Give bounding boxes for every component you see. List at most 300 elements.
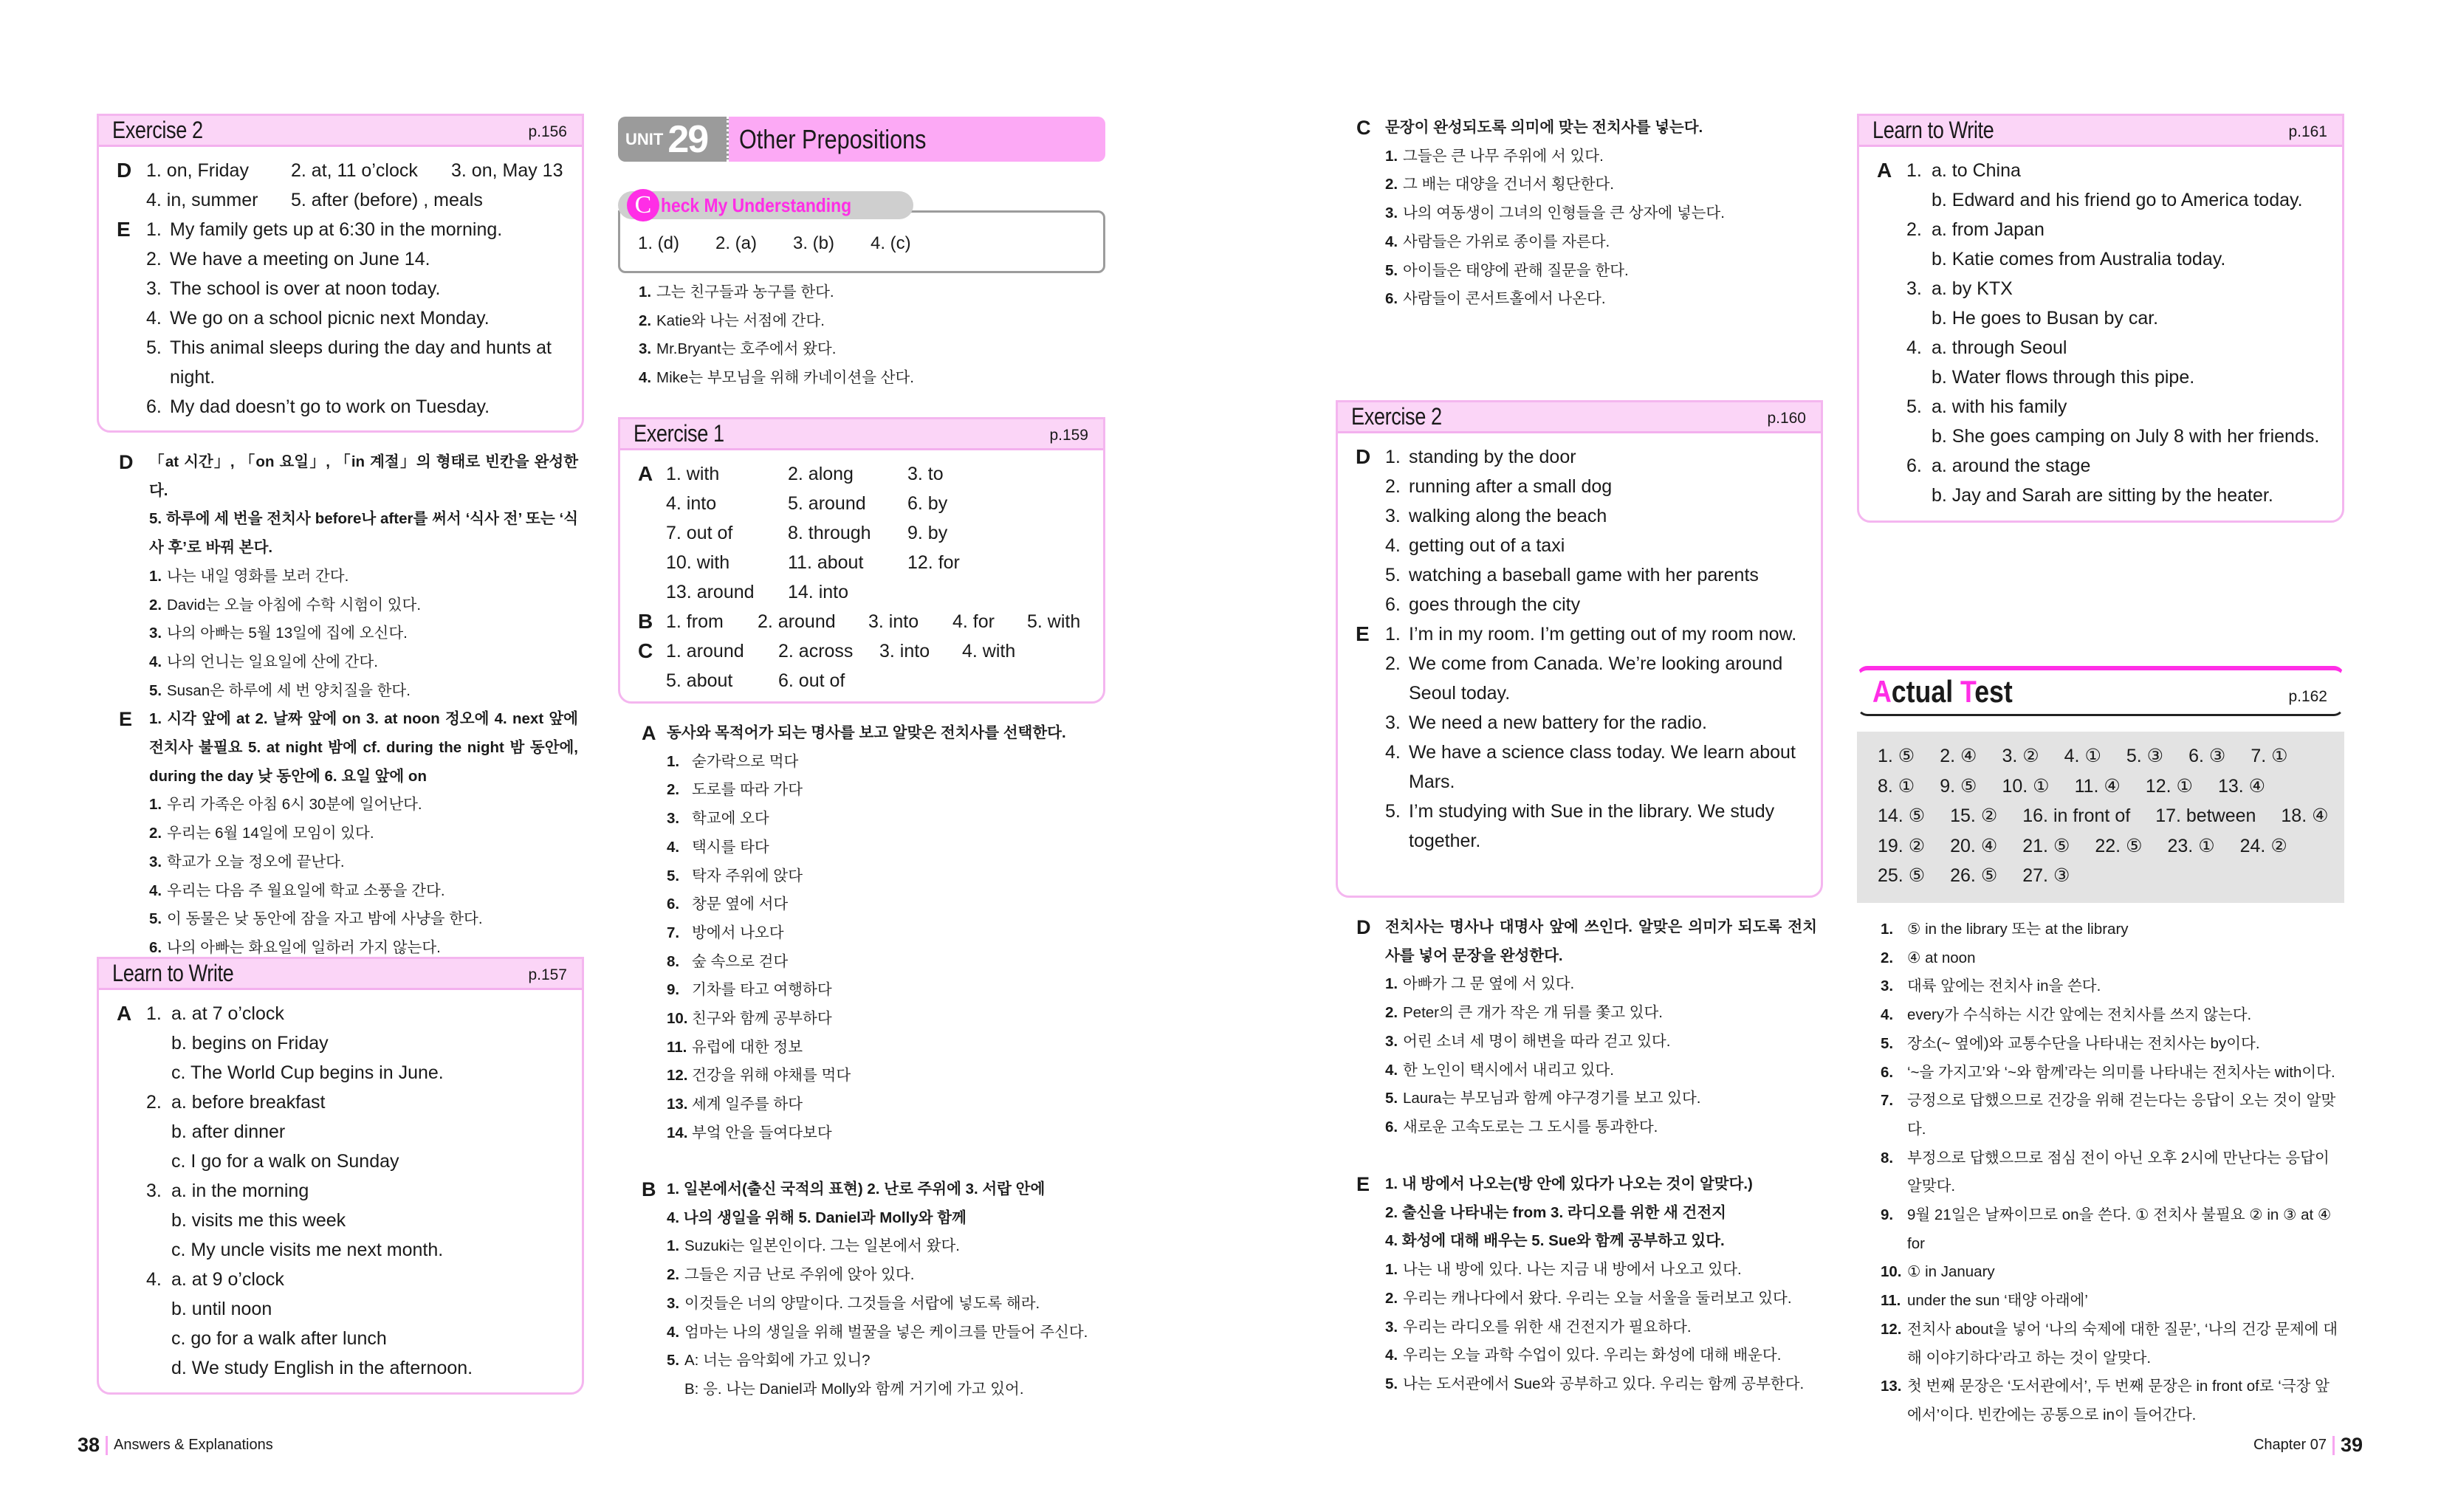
section-label: D [1356,445,1371,468]
answer-row [1906,303,2342,333]
box-header [1338,402,1821,433]
answer-text: b. She goes camping on July 8 with her friends. [1932,426,2320,447]
title-part: ctual [1891,674,1961,709]
answer-row [667,805,1105,834]
answer-text: 우리는 라디오를 위한 새 건전지가 필요하다. [1403,1318,1692,1336]
item-number: 3. [149,625,162,642]
answer-text: a. by KTX [1932,278,2013,299]
item-number: 5. [1385,261,1398,279]
answer-row [1385,999,1817,1028]
item-number: 13. [667,1096,688,1113]
actual-test-header [1857,666,2344,716]
answer-row [146,333,569,392]
answer-text: We need a new battery for the radio. [1409,712,1707,733]
answer-text: 6. ③ [2188,746,2226,766]
answer-text: b. He goes to Busan by car. [1932,308,2159,329]
item-number: 6. [149,938,162,956]
unit-word: UNIT [625,129,664,148]
answer-text: David는 오늘 아침에 수학 시험이 있다. [167,596,422,614]
answer-text: 22. ⑤ [2095,835,2143,856]
item-number: 6. [1881,1063,1894,1081]
answer-row [1385,590,1805,619]
answer-text: 4. (c) [871,233,911,253]
answer-text: 1. with [666,464,720,484]
answer-row [146,1087,582,1117]
answer-text: 나의 아빠는 화요일에 일하러 가지 않는다. [167,938,441,956]
explanation-a [618,719,1105,1148]
explanation-e [97,705,584,962]
answer-row [639,307,1105,336]
answer-row [1906,333,2342,362]
section-b [620,607,1103,636]
item-number: 11. [1881,1292,1901,1310]
check-title-text: heck My Understanding [661,193,852,216]
answer-row [146,1294,582,1324]
item-number: 1. [667,1237,680,1255]
unit-header [618,117,1105,162]
answer-row [1385,1256,1823,1285]
answer-text: 전치사 about을 넣어 ‘나의 숙제에 대한 질문’, ‘나의 건강 문제에 대해 이야기하다’라고 하는 것이 알맞다. [1907,1320,2338,1367]
answer-row [146,1265,582,1294]
answer-text: 6. by [907,493,948,514]
answer-text: 19. ② [1878,835,1926,856]
item-number: 6. [146,396,162,417]
check-answers [620,213,1103,258]
box-title: Exercise 1 [634,420,724,447]
answer-text: 21. ⑤ [2022,835,2070,856]
answer-row [1385,257,1823,286]
answer-text: 나는 내 방에 있다. 나는 지금 내 방에서 나오고 있다. [1403,1261,1742,1279]
answer-text: 그 배는 대양을 건너서 횡단한다. [1403,176,1614,193]
answer-text: 3. (b) [793,233,835,253]
item-number: 3. [667,1294,680,1312]
footer-right [2253,1434,2363,1457]
item-number: 1. [149,796,162,814]
section-label: A [1877,159,1892,182]
box-title: Learn to Write [112,960,234,986]
answer-text: 9월 21일은 날짜이므로 on을 쓴다. ① 전치사 불필요 ② in ③ at ④ for [1907,1206,2332,1252]
answer-text: 기차를 타고 여행하다 [692,981,832,999]
page-ref: p.162 [2288,688,2327,705]
section-a [620,459,1103,607]
answer-grid [1878,741,2344,891]
section-label: A [117,1002,132,1025]
item-number: 5. [149,910,162,928]
answer-text: 4. with [962,641,1016,662]
answer-row [1385,619,1805,649]
answer-row [1906,362,2342,392]
box-title: Learn to Write [1872,117,1994,143]
item-number: 1. [1385,447,1401,467]
answer-text: 1. ⑤ [1878,746,1915,766]
actual-test-answers [1857,732,2344,903]
answer-row [1906,185,2342,215]
page-ref: p.157 [528,966,567,983]
answer-text: watching a baseball game with her parents [1409,565,1759,585]
page-ref: p.160 [1767,410,1806,427]
item-number: 3. [1881,977,1894,995]
answer-text: 20. ④ [1950,835,1998,856]
answer-text: ① in January [1907,1263,1995,1281]
section-instruction: 문장이 완성되도록 의미에 맞는 전치사를 넣는다. [1385,119,1703,136]
exercise2-box [1336,400,1823,898]
answer-text: 1. from [666,611,724,632]
answer-text: 우리는 캐나다에서 왔다. 우리는 오늘 서울을 둘러보고 있다. [1403,1289,1792,1307]
answer-text: 그들은 지금 난로 주위에 앉아 있다. [684,1266,915,1284]
answer-row [667,834,1105,862]
item-number: 2. [1881,949,1894,966]
answer-text: 18. ④ [2281,805,2329,826]
answer-row [1906,215,2342,244]
answer-row [149,619,578,648]
item-number: 1. [149,567,162,585]
actual-test-explanations [1857,915,2344,1430]
answer-text: 5. with [1027,611,1081,632]
answer-row [1881,1316,2340,1372]
section-instruction: 1. 시각 앞에 at 2. 날짜 앞에 on 3. at noon 정오에 4. next 앞에 전치사 불필요 5. at night 밤에 cf. during the night 밤 동안에, during the day 낮 동안에 6. 요일 앞에 on [149,710,578,785]
answer-text: 5. ③ [2126,746,2164,766]
answer-row [666,636,1103,666]
answer-text: 새로운 고속도로는 그 도시를 통과한다. [1403,1118,1658,1135]
section-instruction: 5. 하루에 세 번을 전치사 before나 after를 써서 ‘식사 전’ 또는 ‘식사 후’로 바꿔 본다. [149,510,578,557]
check-explanation [618,278,1105,393]
item-number: 9. [1881,1206,1894,1224]
item-number: 3. [667,810,680,828]
item-number: 5. [146,337,162,358]
answer-text: c. go for a walk after lunch [171,1328,387,1349]
answer-text: Peter의 큰 개가 작은 개 뒤를 쫓고 있다. [1403,1004,1664,1022]
answer-text: 14. ⑤ [1878,805,1926,826]
answer-row [1385,501,1805,531]
section-label: C [638,639,653,662]
item-number: 2. [149,596,162,614]
answer-text: 도로를 따라 가다 [692,781,803,799]
answer-row [667,1347,1105,1375]
answer-row [149,648,578,677]
divider [2332,1436,2335,1455]
answer-row [1906,392,2342,422]
item-number: 1. [1385,1261,1398,1279]
answer-row [1385,1285,1823,1313]
answer-text: 3. into [879,641,930,662]
answer-row [1906,244,2342,274]
answer-text: 2. around [758,611,836,632]
page-ref: p.161 [2288,123,2327,140]
answer-text: 숲 속으로 걷다 [692,952,789,970]
answer-text: walking along the beach [1409,506,1607,526]
answer-row [146,1235,582,1265]
answer-row [666,489,1103,518]
answer-row [667,1034,1105,1062]
explanation-d [1336,913,1823,1142]
answer-row [1385,1056,1817,1085]
answer-row [1385,797,1805,856]
answer-row [1878,831,2344,862]
answer-row [146,1058,582,1087]
answer-text: c. I go for a walk on Sunday [171,1151,399,1172]
answer-row [1385,708,1805,738]
section-instruction: 동사와 목적어가 되는 명사를 보고 알맞은 전치사를 선택한다. [667,724,1066,741]
answer-text: a. through Seoul [1932,337,2067,358]
item-number: 3. [1385,205,1398,222]
answer-text: a. before breakfast [171,1092,326,1113]
answer-text: 세계 일주를 하다 [692,1096,803,1113]
item-number: 8. [1881,1149,1894,1166]
answer-row [1385,142,1823,171]
item-number: 6. [1385,594,1401,615]
item-number: 3. [146,1181,162,1201]
section-instruction: 「at 시간」, 「on 요일」, 「in 계절」의 형태로 빈칸을 완성한다. [149,453,578,499]
answer-text: 13. around [666,582,755,602]
answer-row [1881,944,2340,973]
answer-text: 긍정으로 답했으므로 건강을 위해 걷는다는 응답이 오는 것이 알맞다. [1907,1092,2336,1138]
answer-row [149,791,578,819]
answer-row [1385,1370,1823,1399]
answer-row [1385,1028,1817,1056]
answer-row [667,1005,1105,1034]
item-number: 4. [1385,742,1401,763]
answer-row [146,215,569,244]
answer-text: Mike는 부모님을 위해 카네이션을 산다. [656,369,915,387]
answer-text: 그는 친구들과 농구를 한다. [656,284,834,300]
answer-text: 2. (a) [715,233,758,253]
section-a [99,999,582,1383]
answer-row [1385,472,1805,501]
box-title: Exercise 2 [1351,403,1442,430]
item-number: 5. [1385,801,1401,822]
answer-text: My family gets up at 6:30 in the morning. [170,219,503,240]
footer-label: Answers & Explanations [114,1437,273,1453]
answer-text: 23. ① [2167,835,2215,856]
item-number: 5. [667,867,680,884]
item-number: 2. [667,1266,680,1284]
item-number: 3. [1385,506,1401,526]
item-number: 13. [1881,1378,1902,1395]
answer-text: 아빠가 그 문 옆에 서 있다. [1403,975,1575,993]
answer-row [667,776,1105,805]
section-label: A [638,462,653,485]
answer-row [146,1353,582,1383]
answer-row [149,819,578,848]
title-part: est [1974,674,2013,709]
page-number: 38 [78,1434,100,1456]
answer-row [1881,1030,2340,1059]
item-number: 1. [1385,147,1398,165]
answer-text: This animal sleeps during the day and hunts at night. [170,337,552,388]
answer-text: 12. ① [2145,775,2193,797]
answer-row [1385,531,1805,560]
answer-row [146,244,569,274]
answer-row [146,1028,582,1058]
answer-row [667,1319,1105,1347]
answer-text: 1. on, Friday [146,160,249,181]
answer-text: 그들은 큰 나무 주위에 서 있다. [1403,147,1604,165]
answer-text: 5. around [788,493,866,514]
answer-text: 우리는 오늘 과학 수업이 있다. 우리는 화성에 대해 배운다. [1403,1347,1782,1364]
title-letter: T [1960,674,1975,709]
answer-row [146,185,582,215]
item-number: 5. [149,681,162,699]
divider [106,1436,108,1455]
answer-text: Susan은 하루에 세 번 양치질을 한다. [167,681,411,699]
answer-text: Suzuki는 일본인이다. 그는 일본에서 왔다. [684,1237,960,1255]
item-number: 4. [1881,1006,1894,1024]
answer-text: 3. ② [2002,746,2039,766]
answer-text: 학교가 오늘 정오에 끝난다. [167,853,345,870]
answer-text: 3. into [868,611,919,632]
item-number: 5. [1881,1034,1894,1052]
answer-row [666,607,1103,636]
item-number: 2. [146,1092,162,1113]
answer-text: 엄마는 나의 생일을 위해 벌꿀을 넣은 케이크를 만들어 주신다. [684,1323,1088,1341]
answer-text: 방에서 나오다 [692,924,784,941]
section-instruction: 1. 내 방에서 나오는(방 안에 있다가 나오는 것이 알맞다.) [1385,1175,1753,1192]
page-ref: p.159 [1049,427,1088,444]
answer-row [1385,228,1823,257]
item-number: 14. [667,1124,688,1141]
answer-row [1385,1341,1823,1370]
item-number: 4. [149,882,162,899]
item-number: 2. [146,249,162,269]
c-badge-icon: C [627,189,659,221]
answer-row [638,229,1103,258]
item-number: 2. [1385,1289,1398,1307]
answer-text: Mr.Bryant는 호주에서 왔다. [656,340,837,358]
answer-text: 우리는 6월 14일에 모임이 있다. [167,825,374,842]
answer-row [1878,801,2344,831]
answer-text: 4. ① [2064,746,2101,766]
answer-text: 2. across [778,641,854,662]
section-instruction: 4. 나의 생일을 위해 5. Daniel과 Molly와 함께 [667,1209,967,1226]
answer-row [1881,1287,2340,1316]
answer-text: The school is over at noon today. [170,278,441,299]
answer-text: 2. ④ [1940,746,1977,766]
item-number: 2. [667,781,680,799]
answer-row [146,1206,582,1235]
answer-text: 9. ⑤ [1940,775,1977,797]
answer-text: 부엌 안을 들여다보다 [692,1124,832,1141]
item-number: 10. [1881,1263,1902,1281]
item-number: 4. [1385,1061,1398,1079]
section-e [1338,619,1821,856]
answer-text: 24. ② [2239,835,2287,856]
explanation-d [97,448,584,705]
answer-text: I’m studying with Sue in the library. We study together. [1409,801,1775,851]
box-header [620,419,1103,450]
answer-text: We go on a school picnic next Monday. [170,308,490,329]
item-number: 6. [667,896,680,913]
item-number: 3. [149,853,162,870]
item-number: 4. [667,838,680,856]
answer-text: 5. about [666,670,733,691]
box-header [99,959,582,990]
section-label: E [1356,1173,1370,1195]
answer-row [1385,560,1805,590]
item-number: 5. [1385,1090,1398,1107]
answer-row [667,919,1105,948]
answer-text: 13. ④ [2217,775,2266,797]
explanation-c [1336,114,1823,314]
answer-row [1881,1258,2340,1287]
check-understanding-title [618,191,913,219]
answer-text: ‘~을 가지고’와 ‘~와 함께’라는 의미를 나타내는 전치사는 with이다. [1907,1063,2335,1081]
answer-text: a. to China [1932,160,2021,181]
answer-row [1385,649,1805,708]
answer-row [639,278,1105,307]
answer-row [1385,285,1823,314]
item-number: 5. [1385,565,1401,585]
answer-text: b. Water flows through this pipe. [1932,367,2195,388]
answer-text: 이것들은 너의 양말이다. 그것들을 서랍에 넣도록 해라. [684,1294,1040,1312]
answer-text: 우리 가족은 아침 6시 30분에 일어난다. [167,796,422,814]
answer-text: 어린 소녀 세 명이 해변을 따라 걷고 있다. [1403,1032,1671,1050]
answer-text: B: 응. 나는 Daniel과 Molly와 함께 거기에 가고 있어. [684,1380,1024,1398]
answer-text: 7. out of [666,523,733,543]
answer-text: ④ at noon [1907,949,1976,966]
item-number: 6. [1385,290,1398,308]
answer-text: 나는 내일 영화를 보러 간다. [167,567,349,585]
box-header [99,116,582,147]
answer-row [1385,738,1805,797]
answer-row [149,848,578,877]
answer-row [146,999,582,1028]
answer-text: 이 동물은 낮 동안에 잠을 자고 밤에 사냥을 한다. [167,910,483,928]
answer-text: b. Jay and Sarah are sitting by the heater. [1932,485,2273,506]
section-label: A [642,722,656,744]
answer-text: running after a small dog [1409,476,1613,497]
explanation-b [618,1175,1105,1404]
answer-row [667,1090,1105,1119]
answer-row [1906,156,2342,185]
answer-text: 11. about [788,552,864,573]
answer-text: 유럽에 대한 정보 [692,1038,803,1056]
section-label: D [119,451,134,473]
item-number: 4. [667,1323,680,1341]
learn-to-write-box [1857,114,2344,523]
section-d [99,156,582,215]
answer-text: b. until noon [171,1299,272,1319]
answer-text: We come from Canada. We’re looking around Seoul today. [1409,653,1783,704]
box-header [1859,116,2342,147]
answer-text: 사람들이 콘서트홀에서 나온다. [1403,290,1606,308]
answer-row [667,862,1105,891]
answer-row [1385,171,1823,199]
answer-text: 우리는 다음 주 월요일에 학교 소풍을 간다. [167,882,445,899]
answer-text: A: 너는 음악회에 가고 있니? [684,1352,871,1370]
answer-text: 11. ④ [2074,775,2121,797]
item-number: 8. [667,952,680,970]
item-number: 3. [639,340,652,358]
answer-text: 탁자 주위에 앉다 [692,867,803,884]
item-number: 3. [146,278,162,299]
answer-text: Laura는 부모님과 함께 야구경기를 보고 있다. [1403,1090,1701,1107]
footer-left [78,1434,273,1457]
item-number: 2. [1385,1004,1398,1022]
answer-text: 숟가락으로 먹다 [692,752,799,770]
item-number: 4. [146,1269,162,1290]
answer-row [667,1375,1105,1404]
item-number: 1. [1906,160,1922,181]
answer-row [1881,1001,2340,1030]
answer-text: 5. after (before) , meals [291,190,483,210]
answer-row [146,1147,582,1176]
answer-text: a. with his family [1932,396,2067,417]
answer-text: 25. ⑤ [1878,865,1926,886]
item-number: 3. [1385,712,1401,733]
answer-text: a. in the morning [171,1181,309,1201]
unit-title: Other Prepositions [739,123,927,154]
item-number: 4. [1385,1347,1398,1364]
